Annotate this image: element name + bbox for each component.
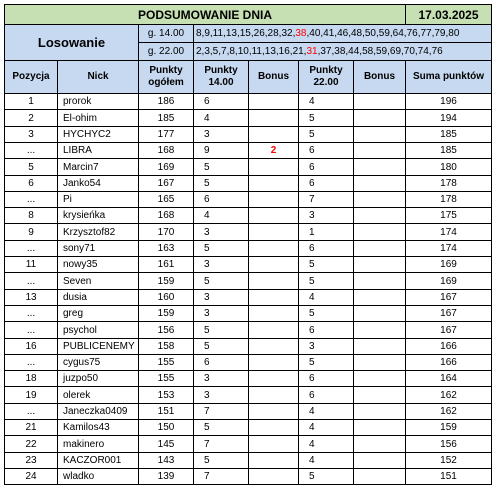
table-cell-bonus2 [353, 142, 406, 159]
table-cell-total: 169 [138, 158, 194, 176]
table-cell-bonus1 [248, 468, 299, 485]
table-cell-p14: 6 [193, 191, 249, 208]
col-header-bonus2: Bonus [353, 60, 406, 94]
table-cell-bonus2 [353, 223, 406, 241]
table-cell-p22: 6 [298, 370, 354, 387]
table-cell-total: 177 [138, 126, 194, 143]
table-cell-p14: 3 [193, 305, 249, 322]
table-cell-nick: Pi [57, 191, 139, 208]
table-cell-p14: 5 [193, 158, 249, 176]
table-cell-p22: 4 [298, 403, 354, 420]
table-cell-bonus1 [248, 256, 299, 273]
draw-numbers-1400 [193, 24, 492, 43]
table-cell-bonus1 [248, 207, 299, 224]
table-cell-total: 156 [138, 321, 194, 339]
col-header-bonus1: Bonus [248, 60, 299, 94]
table-cell-bonus2 [353, 305, 406, 322]
table-cell-total: 155 [138, 370, 194, 387]
table-cell-pos: 5 [4, 158, 58, 176]
table-cell-total: 167 [138, 175, 194, 192]
table-cell-p14: 5 [193, 175, 249, 192]
table-cell-nick: El-ohim [57, 109, 139, 127]
table-cell-p14: 5 [193, 272, 249, 290]
table-cell-bonus2 [353, 272, 406, 290]
table-cell-pos: 6 [4, 175, 58, 192]
table-cell-p14: 5 [193, 321, 249, 339]
table-cell-bonus2 [353, 93, 406, 110]
table-cell-bonus2 [353, 126, 406, 143]
draw-numbers-2200-before: 2,3,5,7,8,10,11,13,16,21, [196, 46, 307, 57]
col-header-p14: Punkty 14.00 [193, 60, 249, 94]
table-cell-pos: ... [4, 191, 58, 208]
draw-time-1400: g. 14.00 [138, 24, 194, 43]
table-cell-total: 160 [138, 289, 194, 306]
table-cell-sum: 159 [405, 419, 492, 436]
table-cell-bonus2 [353, 158, 406, 176]
table-cell-p14: 5 [193, 240, 249, 257]
table-cell-pos: 8 [4, 207, 58, 224]
table-cell-p14: 3 [193, 256, 249, 273]
table-cell-nick: HYCHYC2 [57, 126, 139, 143]
table-cell-nick: makinero [57, 435, 139, 453]
table-cell-bonus1 [248, 338, 299, 355]
table-cell-bonus1 [248, 240, 299, 257]
table-cell-total: 163 [138, 240, 194, 257]
draw-time-2200: g. 22.00 [138, 42, 194, 61]
table-cell-pos: 3 [4, 126, 58, 143]
table-cell-sum: 156 [405, 435, 492, 453]
table-cell-sum: 169 [405, 256, 492, 273]
table-cell-pos: 23 [4, 452, 58, 469]
table-cell-p14: 3 [193, 126, 249, 143]
table-cell-pos: 21 [4, 419, 58, 436]
table-cell-p14: 6 [193, 93, 249, 110]
table-cell-sum: 164 [405, 370, 492, 387]
table-cell-sum: 174 [405, 223, 492, 241]
table-cell-bonus1 [248, 272, 299, 290]
table-cell-nick: Marcin7 [57, 158, 139, 176]
table-cell-bonus2 [353, 191, 406, 208]
col-header-p22: Punkty 22.00 [298, 60, 354, 94]
table-cell-p22: 5 [298, 272, 354, 290]
table-cell-p22: 6 [298, 240, 354, 257]
table-cell-nick: cygus75 [57, 354, 139, 371]
table-cell-total: 139 [138, 468, 194, 485]
table-cell-p14: 5 [193, 452, 249, 469]
table-cell-bonus2 [353, 175, 406, 192]
table-cell-pos: 13 [4, 289, 58, 306]
table-cell-p14: 4 [193, 109, 249, 127]
table-cell-pos: 2 [4, 109, 58, 127]
table-cell-p14: 3 [193, 223, 249, 241]
table-cell-sum: 152 [405, 452, 492, 469]
table-cell-pos: 16 [4, 338, 58, 355]
table-cell-sum: 196 [405, 93, 492, 110]
table-cell-bonus2 [353, 256, 406, 273]
table-cell-p22: 5 [298, 468, 354, 485]
table-cell-p22: 5 [298, 109, 354, 127]
table-cell-nick: sony71 [57, 240, 139, 257]
table-cell-bonus2 [353, 240, 406, 257]
table-cell-p14: 4 [193, 207, 249, 224]
table-cell-total: 168 [138, 142, 194, 159]
table-cell-pos: ... [4, 321, 58, 339]
table-cell-bonus1 [248, 321, 299, 339]
table-cell-sum: 185 [405, 126, 492, 143]
table-cell-total: 186 [138, 93, 194, 110]
col-header-nick: Nick [57, 60, 139, 94]
table-cell-p22: 6 [298, 321, 354, 339]
table-cell-p22: 4 [298, 435, 354, 453]
table-cell-bonus2 [353, 207, 406, 224]
table-cell-sum: 162 [405, 386, 492, 404]
table-cell-sum: 185 [405, 142, 492, 159]
table-cell-nick: PUBLICENEMY [57, 338, 139, 355]
col-header-sum: Suma punktów [405, 60, 492, 94]
table-cell-bonus2 [353, 386, 406, 404]
table-cell-total: 159 [138, 272, 194, 290]
table-cell-nick: Krzysztof82 [57, 223, 139, 241]
table-cell-p22: 5 [298, 354, 354, 371]
table-cell-pos: 24 [4, 468, 58, 485]
table-cell-nick: dusia [57, 289, 139, 306]
table-cell-pos: ... [4, 403, 58, 420]
table-cell-nick: krysieńka [57, 207, 139, 224]
table-cell-p22: 3 [298, 207, 354, 224]
table-cell-pos: 22 [4, 435, 58, 453]
draw-numbers-2200 [193, 42, 492, 61]
table-cell-total: 150 [138, 419, 194, 436]
table-cell-nick: Janko54 [57, 175, 139, 192]
table-cell-p22: 4 [298, 452, 354, 469]
draws-label: Losowanie [4, 24, 139, 61]
table-cell-nick: Janeczka0409 [57, 403, 139, 420]
table-cell-nick: KACZOR001 [57, 452, 139, 469]
table-cell-p22: 5 [298, 256, 354, 273]
table-cell-bonus1 [248, 223, 299, 241]
table-cell-total: 143 [138, 452, 194, 469]
table-cell-bonus1 [248, 93, 299, 110]
table-cell-bonus2 [353, 354, 406, 371]
table-cell-sum: 162 [405, 403, 492, 420]
draw-numbers-2200-after: ,37,38,44,58,59,69,70,74,76 [317, 46, 443, 57]
table-cell-bonus1 [248, 452, 299, 469]
table-cell-bonus2 [353, 289, 406, 306]
table-cell-pos: ... [4, 272, 58, 290]
table-cell-sum: 175 [405, 207, 492, 224]
table-cell-pos: ... [4, 354, 58, 371]
table-cell-bonus1 [248, 386, 299, 404]
draw-numbers-1400-before: 8,9,11,13,15,26,28,32, [196, 28, 296, 39]
table-cell-p14: 3 [193, 370, 249, 387]
table-cell-bonus1: 2 [248, 142, 299, 159]
table-cell-p14: 9 [193, 142, 249, 159]
table-cell-total: 151 [138, 403, 194, 420]
table-cell-sum: 166 [405, 354, 492, 371]
table-cell-nick: prorok [57, 93, 139, 110]
table-cell-bonus1 [248, 109, 299, 127]
table-cell-nick: LIBRA [57, 142, 139, 159]
draw-numbers-1400-highlight: 38 [295, 28, 307, 39]
table-cell-bonus1 [248, 175, 299, 192]
table-cell-p22: 3 [298, 338, 354, 355]
table-cell-p22: 6 [298, 142, 354, 159]
table-cell-p22: 7 [298, 191, 354, 208]
table-cell-bonus1 [248, 354, 299, 371]
table-cell-sum: 178 [405, 191, 492, 208]
table-cell-pos: ... [4, 240, 58, 257]
table-cell-p14: 5 [193, 419, 249, 436]
draw-numbers-1400-after: ,40,41,46,48,50,59,64,76,77,79,80 [306, 28, 460, 39]
table-cell-p22: 6 [298, 175, 354, 192]
table-cell-sum: 178 [405, 175, 492, 192]
table-cell-sum: 151 [405, 468, 492, 485]
table-cell-bonus1 [248, 191, 299, 208]
table-cell-sum: 166 [405, 338, 492, 355]
table-cell-p22: 5 [298, 305, 354, 322]
table-cell-nick: wladko [57, 468, 139, 485]
table-cell-bonus1 [248, 403, 299, 420]
table-cell-sum: 167 [405, 321, 492, 339]
table-cell-pos: ... [4, 142, 58, 159]
table-cell-p14: 7 [193, 403, 249, 420]
table-cell-p22: 5 [298, 126, 354, 143]
table-cell-bonus2 [353, 109, 406, 127]
table-cell-p14: 7 [193, 435, 249, 453]
table-cell-bonus1 [248, 419, 299, 436]
table-cell-total: 153 [138, 386, 194, 404]
table-cell-sum: 174 [405, 240, 492, 257]
table-cell-nick: olerek [57, 386, 139, 404]
table-cell-pos: ... [4, 305, 58, 322]
table-cell-p22: 1 [298, 223, 354, 241]
table-cell-bonus1 [248, 435, 299, 453]
table-cell-pos: 18 [4, 370, 58, 387]
table-cell-p14: 5 [193, 338, 249, 355]
col-header-pos: Pozycja [4, 60, 58, 94]
table-cell-total: 185 [138, 109, 194, 127]
table-cell-sum: 169 [405, 272, 492, 290]
table-cell-bonus2 [353, 435, 406, 453]
table-cell-sum: 180 [405, 158, 492, 176]
table-cell-total: 155 [138, 354, 194, 371]
table-cell-total: 145 [138, 435, 194, 453]
table-cell-total: 161 [138, 256, 194, 273]
table-cell-p22: 6 [298, 158, 354, 176]
table-cell-p22: 4 [298, 289, 354, 306]
table-cell-pos: 9 [4, 223, 58, 241]
table-cell-total: 170 [138, 223, 194, 241]
page-title: PODSUMOWANIE DNIA [4, 4, 406, 25]
table-cell-bonus1 [248, 370, 299, 387]
table-cell-nick: nowy35 [57, 256, 139, 273]
table-cell-nick: Kamilos43 [57, 419, 139, 436]
table-cell-pos: 19 [4, 386, 58, 404]
table-cell-pos: 11 [4, 256, 58, 273]
table-cell-p22: 4 [298, 419, 354, 436]
date-label: 17.03.2025 [405, 4, 492, 25]
table-cell-bonus1 [248, 126, 299, 143]
draw-numbers-2200-highlight: 31 [306, 46, 318, 57]
table-cell-bonus2 [353, 452, 406, 469]
table-cell-p14: 3 [193, 289, 249, 306]
table-cell-bonus2 [353, 468, 406, 485]
table-cell-nick: Seven [57, 272, 139, 290]
table-cell-bonus2 [353, 403, 406, 420]
table-cell-bonus2 [353, 338, 406, 355]
table-cell-bonus2 [353, 370, 406, 387]
table-cell-sum: 167 [405, 289, 492, 306]
table-cell-sum: 167 [405, 305, 492, 322]
table-cell-total: 159 [138, 305, 194, 322]
table-cell-nick: juzpo50 [57, 370, 139, 387]
table-cell-total: 158 [138, 338, 194, 355]
table-cell-p14: 7 [193, 468, 249, 485]
table-cell-bonus2 [353, 321, 406, 339]
table-cell-p14: 3 [193, 386, 249, 404]
table-cell-sum: 194 [405, 109, 492, 127]
table-cell-total: 165 [138, 191, 194, 208]
table-cell-pos: 1 [4, 93, 58, 110]
table-cell-p22: 6 [298, 386, 354, 404]
table-cell-p22: 4 [298, 93, 354, 110]
table-cell-bonus1 [248, 158, 299, 176]
table-cell-nick: psychol [57, 321, 139, 339]
table-cell-total: 168 [138, 207, 194, 224]
col-header-total: Punkty ogółem [138, 60, 194, 94]
table-cell-nick: greg [57, 305, 139, 322]
table-cell-bonus1 [248, 305, 299, 322]
table-cell-p14: 6 [193, 354, 249, 371]
table-cell-bonus1 [248, 289, 299, 306]
table-cell-bonus2 [353, 419, 406, 436]
